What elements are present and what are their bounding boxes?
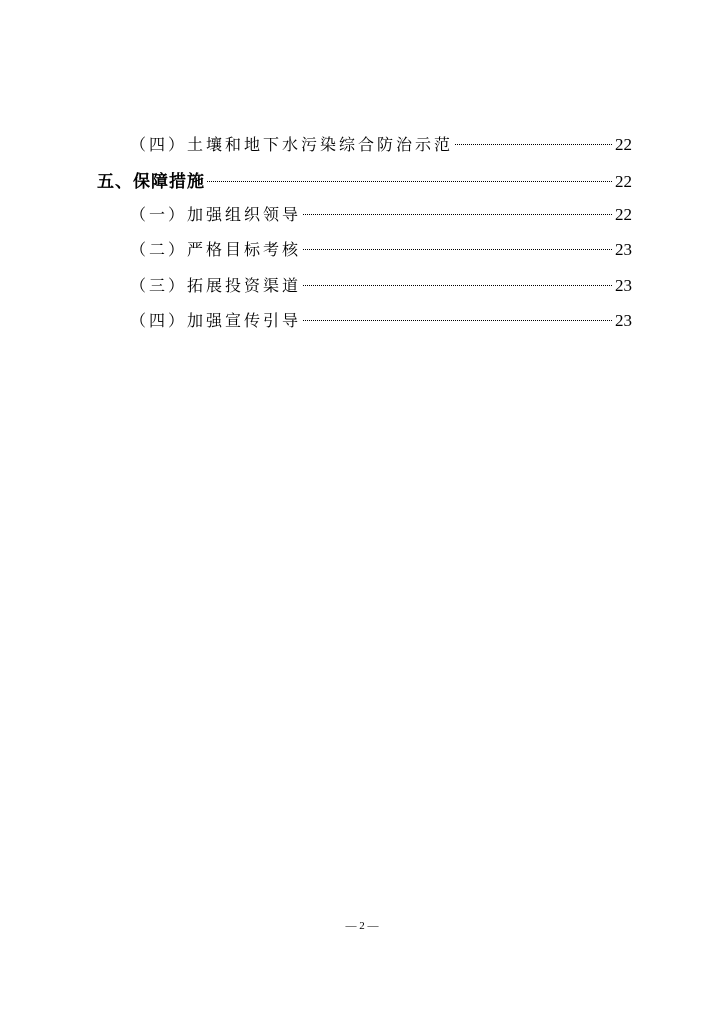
toc-entry-target-assessment[interactable] (0, 237, 724, 265)
toc-dot-leader (455, 144, 612, 145)
toc-entry-label: （四）土壤和地下水污染综合防治示范 (130, 135, 454, 154)
page-number: — 2 — (345, 920, 379, 932)
toc-entry-label: （一）加强组织领导 (130, 205, 302, 224)
toc-entry-publicity-guidance[interactable] (0, 308, 724, 336)
toc-entry-label: （二）严格目标考核 (130, 240, 302, 259)
toc-entry-page: 23 (615, 311, 632, 330)
toc-entry-label: （三）拓展投资渠道 (130, 276, 302, 295)
toc-dot-leader (303, 249, 612, 250)
toc-entry-soil-groundwater-demo[interactable] (0, 132, 724, 160)
toc-dot-leader (303, 320, 612, 321)
toc-dot-leader (303, 214, 612, 215)
toc-entry-safeguard-measures[interactable] (0, 167, 724, 195)
toc-entry-label: （四）加强宣传引导 (130, 311, 302, 330)
toc-dot-leader (303, 285, 612, 286)
toc-entry-page: 22 (615, 172, 632, 191)
toc-entry-label: 五、保障措施 (97, 172, 205, 192)
toc-entry-page: 23 (615, 240, 632, 259)
toc-entry-organization-leadership[interactable] (0, 202, 724, 230)
toc-entry-investment-channels[interactable] (0, 273, 724, 301)
toc-entry-page: 22 (615, 135, 632, 154)
toc-dot-leader (207, 181, 612, 182)
toc-entry-page: 23 (615, 276, 632, 295)
toc-entry-page: 22 (615, 205, 632, 224)
